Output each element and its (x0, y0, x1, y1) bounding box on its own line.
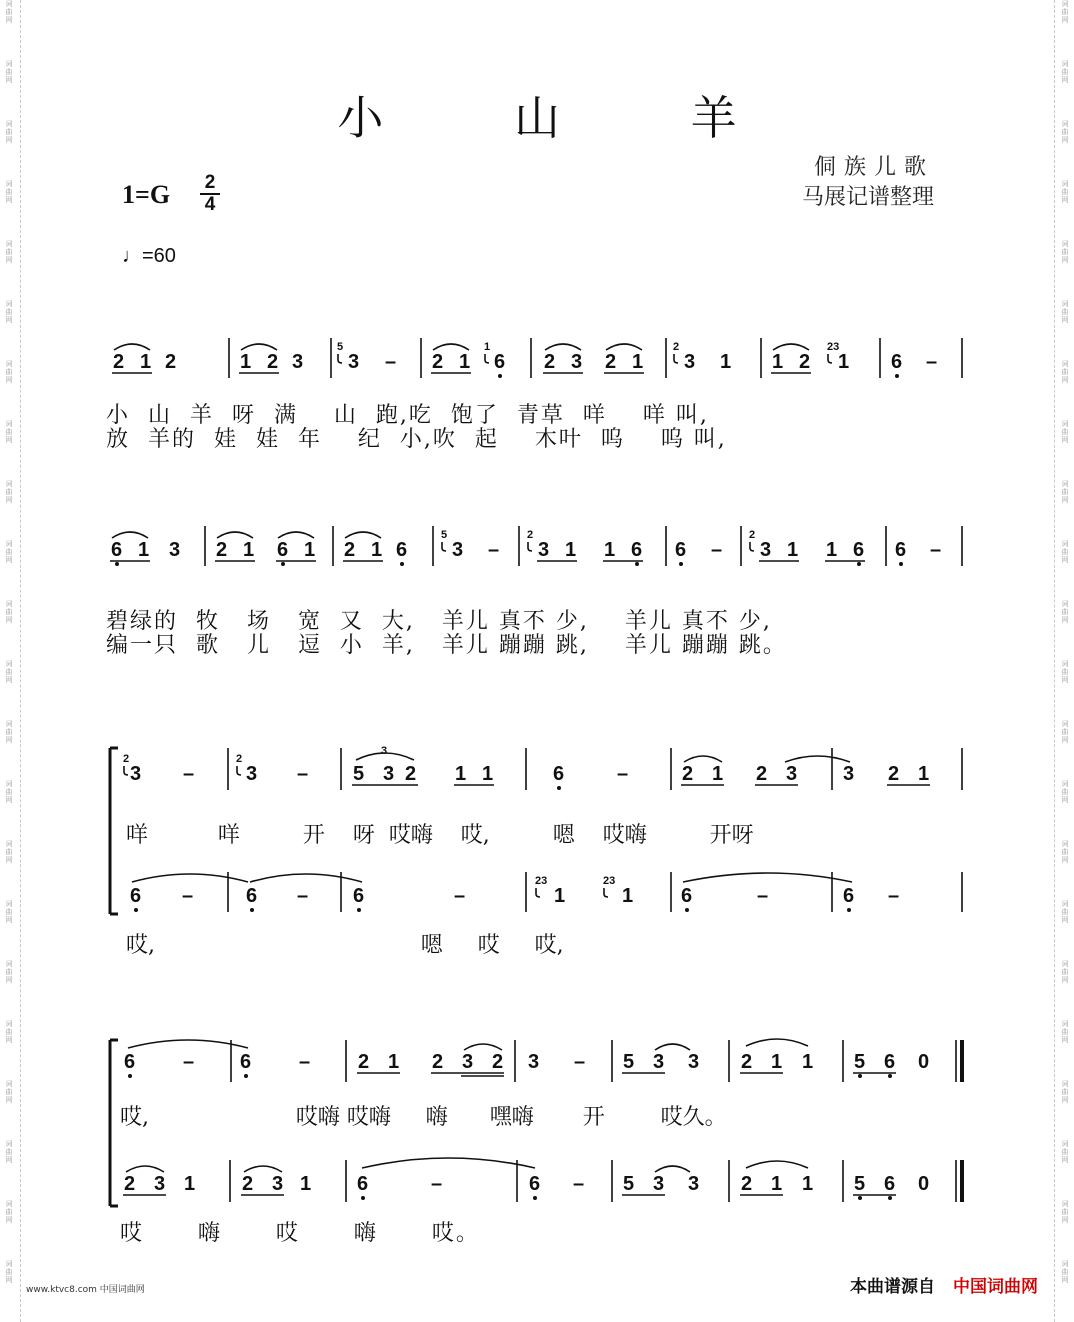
note: 5 (854, 1173, 866, 1195)
octave-dot (557, 786, 561, 790)
note: – (617, 763, 629, 785)
footer-source-label: 本曲谱源自 (850, 1277, 935, 1297)
note: 6 (111, 539, 123, 561)
slur (746, 1039, 808, 1046)
grace-note: 23 (603, 875, 616, 887)
footer-source-site: 中国词曲网 (953, 1277, 1038, 1297)
note: 6 (853, 539, 865, 561)
note: 2 (405, 763, 417, 785)
note: – (385, 351, 397, 373)
note: 3 (684, 351, 696, 373)
note: 6 (396, 539, 408, 561)
note: – (297, 763, 309, 785)
note: 3 (760, 539, 772, 561)
note: 6 (277, 539, 289, 561)
slur (132, 874, 248, 882)
note: 1 (140, 351, 152, 373)
note: 3 (653, 1173, 665, 1195)
note: 6 (246, 885, 258, 907)
slur (250, 874, 362, 882)
note: – (183, 1051, 195, 1073)
note: 1 (455, 763, 467, 785)
slur (545, 344, 581, 350)
octave-dot (281, 562, 285, 566)
note: 2 (267, 351, 279, 373)
note: 0 (918, 1051, 930, 1073)
slur (112, 532, 148, 538)
note: 3 (538, 539, 550, 561)
note: 1 (720, 351, 732, 373)
note: 2 (358, 1051, 370, 1073)
note: 1 (482, 763, 494, 785)
note: – (488, 539, 500, 561)
note: 5 (854, 1051, 866, 1073)
watermark-right: 词 曲 网 词 曲 网 词 曲 网 词 曲 网 词 曲 网 词 曲 网 词 曲 网 词 曲 网 词 曲 网 词 曲 网 词 曲 网 词 曲 网 词 曲 网 词 曲 网 词 曲 网 词 曲 网 词 曲 网 词 曲 网 词 曲 网 词 曲 网 词 曲 网 词 曲 网 (1061, 0, 1069, 1284)
note: 1 (459, 351, 471, 373)
octave-dot (635, 562, 639, 566)
grace-note: 2 (673, 341, 680, 353)
note: 3 (843, 763, 855, 785)
note: 3 (786, 763, 798, 785)
note: 6 (681, 885, 693, 907)
note: 6 (884, 1173, 896, 1195)
note: 6 (529, 1173, 541, 1195)
origin-credit: 侗族儿歌 (813, 155, 934, 180)
note: 1 (712, 763, 724, 785)
grace-hook (442, 542, 446, 551)
grace-hook (674, 354, 678, 363)
note: 1 (300, 1173, 312, 1195)
grace-note: 5 (441, 529, 448, 541)
note: 2 (799, 351, 811, 373)
grace-hook (237, 766, 241, 775)
grace-note: 2 (236, 753, 243, 765)
note: 6 (240, 1051, 252, 1073)
note: 6 (353, 885, 365, 907)
octave-dot (533, 1196, 537, 1200)
note: 1 (565, 539, 577, 561)
grace-note: 2 (749, 529, 756, 541)
octave-dot (361, 1196, 365, 1200)
grace-hook (528, 542, 532, 551)
note: 6 (494, 351, 506, 373)
grace-hook (124, 766, 128, 775)
grace-note: 23 (535, 875, 548, 887)
note: – (454, 885, 466, 907)
note: 3 (462, 1051, 474, 1073)
note: 2 (216, 539, 228, 561)
octave-dot (888, 1074, 892, 1078)
arranger-credit: 马展记谱整理 (801, 185, 934, 210)
note: – (574, 1051, 586, 1073)
slur (655, 1044, 690, 1050)
note: 6 (675, 539, 687, 561)
slur (746, 1161, 808, 1168)
note: 2 (544, 351, 556, 373)
note: 2 (682, 763, 694, 785)
note: 5 (623, 1173, 635, 1195)
octave-dot (679, 562, 683, 566)
grace-note: 3 (381, 745, 388, 757)
note: 3 (452, 539, 464, 561)
grace-note: 23 (827, 341, 840, 353)
note: 1 (622, 885, 634, 907)
note: 3 (154, 1173, 166, 1195)
octave-dot (498, 374, 502, 378)
note: – (299, 1051, 311, 1073)
time-signature-top: 2 (204, 172, 216, 193)
note: 1 (787, 539, 799, 561)
song-title: 小 山 羊 (337, 91, 795, 145)
note: 3 (528, 1051, 540, 1073)
note: 0 (918, 1173, 930, 1195)
octave-dot (134, 908, 138, 912)
note: 2 (344, 539, 356, 561)
note: – (183, 763, 195, 785)
grace-note: 2 (123, 753, 130, 765)
grace-note: 2 (527, 529, 534, 541)
slur (606, 344, 642, 350)
note: 6 (884, 1051, 896, 1073)
note: 1 (240, 351, 252, 373)
note: 2 (492, 1051, 504, 1073)
note: 1 (918, 763, 930, 785)
note: 1 (772, 351, 784, 373)
slur (244, 1166, 282, 1172)
slur (241, 344, 277, 350)
lyrics-system3-upper: 咩 咩 开 呀 哎嗨 哎, 嗯 哎嗨 开呀 (126, 823, 754, 848)
slur (464, 1044, 502, 1050)
note: 3 (292, 351, 304, 373)
lyrics-system4-upper: 哎, 哎嗨 哎嗨 嗨 嘿嗨 开 哎久。 (120, 1105, 727, 1130)
note: 2 (124, 1173, 136, 1195)
slur (433, 344, 469, 350)
lyrics-system1-verse1: 小 山 羊 呀 满 山 跑,吃 饱了 青草 咩 咩 叫, (106, 403, 709, 428)
octave-dot (115, 562, 119, 566)
slur (126, 1166, 164, 1172)
octave-dot (858, 1196, 862, 1200)
note: 1 (838, 351, 850, 373)
note: – (711, 539, 723, 561)
note: 1 (371, 539, 383, 561)
note: 6 (843, 885, 855, 907)
octave-dot (244, 1074, 248, 1078)
octave-dot (357, 908, 361, 912)
note: 2 (242, 1173, 254, 1195)
note: 1 (771, 1051, 783, 1073)
lyrics-system4-lower: 哎 嗨 哎 嗨 哎。 (120, 1221, 480, 1246)
note: – (431, 1173, 443, 1195)
slur (655, 1166, 690, 1172)
lyrics-system1-verse2: 放 羊的 娃 娃 年 纪 小,吹 起 木叶 呜 呜 叫, (106, 427, 727, 452)
note: – (573, 1173, 585, 1195)
slur (345, 532, 381, 538)
grace-note: 5 (337, 341, 344, 353)
octave-dot (847, 908, 851, 912)
slur (217, 532, 253, 538)
lyrics-system3-lower: 哎, 嗯 哎 哎, (126, 933, 564, 958)
note: 6 (631, 539, 643, 561)
note: 2 (432, 351, 444, 373)
note: 6 (357, 1173, 369, 1195)
octave-dot (128, 1074, 132, 1078)
note: 3 (688, 1173, 700, 1195)
note: 2 (605, 351, 617, 373)
note: 3 (348, 351, 360, 373)
note: 2 (741, 1173, 753, 1195)
slur (114, 344, 150, 350)
octave-dot (858, 1074, 862, 1078)
key-signature: 1=G (122, 180, 171, 209)
note: 3 (130, 763, 142, 785)
grace-hook (750, 542, 754, 551)
note: 6 (895, 539, 907, 561)
slur (128, 1040, 248, 1048)
note: 1 (304, 539, 316, 561)
system-bracket (110, 1040, 118, 1206)
slur (785, 756, 850, 762)
note: 6 (124, 1051, 136, 1073)
slur (683, 873, 852, 882)
note: 1 (138, 539, 150, 561)
grace-hook (485, 354, 489, 363)
note: 2 (432, 1051, 444, 1073)
grace-note: 1 (484, 341, 491, 353)
note: 3 (272, 1173, 284, 1195)
note: – (182, 885, 194, 907)
grace-hook (338, 354, 342, 363)
note: 3 (246, 763, 258, 785)
footer-url: www.ktvc8.com 中国词曲网 (26, 1285, 145, 1295)
note: 3 (653, 1051, 665, 1073)
note: 5 (623, 1051, 635, 1073)
slur (773, 344, 809, 350)
note: 1 (802, 1051, 814, 1073)
octave-dot (685, 908, 689, 912)
note: 1 (826, 539, 838, 561)
grace-hook (604, 888, 608, 897)
octave-dot (899, 562, 903, 566)
note: – (888, 885, 900, 907)
note: 1 (771, 1173, 783, 1195)
watermark-left: 词 曲 网 词 曲 网 词 曲 网 词 曲 网 词 曲 网 词 曲 网 词 曲 网 词 曲 网 词 曲 网 词 曲 网 词 曲 网 词 曲 网 词 曲 网 词 曲 网 词 曲 网 词 曲 网 词 曲 网 词 曲 网 词 曲 网 词 曲 网 词 曲 网 词 曲 网 (5, 0, 13, 1284)
tempo-marking: ♩=60 (122, 245, 176, 267)
note: 2 (756, 763, 768, 785)
grace-hook (828, 354, 832, 363)
octave-dot (857, 562, 861, 566)
system-bracket (110, 748, 118, 914)
note: 2 (113, 351, 125, 373)
note: 1 (388, 1051, 400, 1073)
note: 3 (169, 539, 181, 561)
note: 6 (891, 351, 903, 373)
note: 1 (184, 1173, 196, 1195)
octave-dot (888, 1196, 892, 1200)
note: 2 (888, 763, 900, 785)
slur (684, 756, 722, 762)
note: 3 (571, 351, 583, 373)
octave-dot (400, 562, 404, 566)
time-signature-bottom: 4 (204, 194, 216, 215)
note: 1 (632, 351, 644, 373)
note: 1 (243, 539, 255, 561)
note: – (930, 539, 942, 561)
grace-hook (536, 888, 540, 897)
footer-source (850, 1272, 1038, 1297)
note: 2 (165, 351, 177, 373)
octave-dot (250, 908, 254, 912)
note: 1 (604, 539, 616, 561)
note: 6 (130, 885, 142, 907)
note: 1 (554, 885, 566, 907)
note: 2 (741, 1051, 753, 1073)
note: – (757, 885, 769, 907)
note: 3 (383, 763, 395, 785)
note: – (926, 351, 938, 373)
slur (278, 532, 314, 538)
note: 3 (688, 1051, 700, 1073)
slur (362, 1158, 535, 1168)
lyrics-system2-verse2: 编一只 歌 儿 逗 小 羊, 羊儿 蹦蹦 跳, 羊儿 蹦蹦 跳。 (106, 633, 787, 658)
note: 6 (553, 763, 565, 785)
note: 5 (353, 763, 365, 785)
octave-dot (895, 374, 899, 378)
note: – (297, 885, 309, 907)
note: 1 (802, 1173, 814, 1195)
lyrics-system2-verse1: 碧绿的 牧 场 宽 又 大, 羊儿 真不 少, 羊儿 真不 少, (106, 609, 772, 634)
